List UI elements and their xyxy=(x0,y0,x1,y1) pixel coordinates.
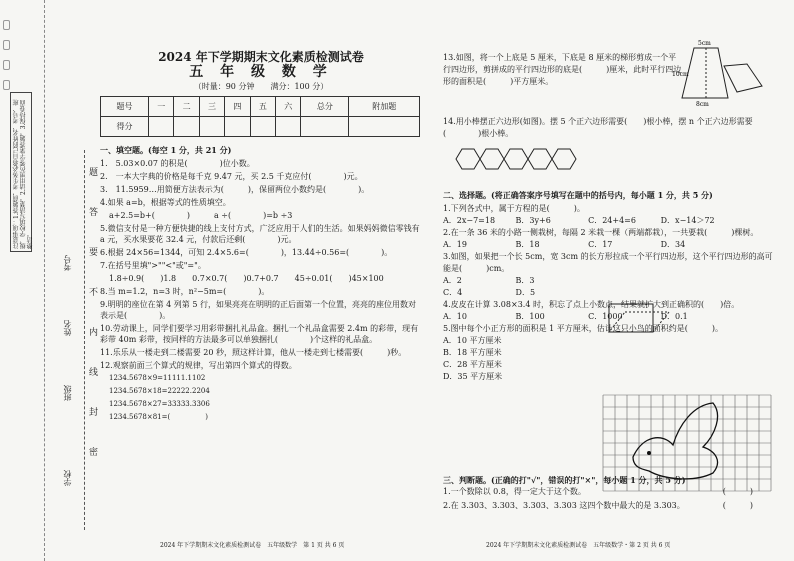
choice-1-option[interactable]: D．x−14＞72 xyxy=(660,216,715,225)
label-name: 姓名 xyxy=(63,320,72,336)
choice-5-option[interactable]: C．28 平方厘米 xyxy=(443,360,502,369)
choice-4-option[interactable]: D．0.1 xyxy=(660,312,688,321)
question-10: 10.劳动课上，同学们要学习用彩带捆扎礼品盒。捆扎一个礼品盒需要 2.4m 的彩带，现有彩带 40m 彩带，按同样的方法最多可以单独捆扎( )个这样的礼品盒。 xyxy=(100,324,419,344)
punch-hole xyxy=(3,80,10,90)
question-5: 5.微信支付是一种方便快捷的线上支付方式，广泛应用于人们的生活。如果妈妈微信零钱有 a 元，买水果要花 32.4 元，付款后还剩( )元。 xyxy=(100,224,420,244)
question-1: 1. 5.03×0.07 的积是( )位小数。 xyxy=(100,159,255,168)
seal-word: 要 xyxy=(89,248,99,258)
pattern-line: 1234.5678×27=33333.3306 xyxy=(109,400,210,408)
section-fill-blank: 一、填空题。(每空 1 分，共 21 分) xyxy=(100,145,232,155)
score-cell[interactable] xyxy=(199,117,224,137)
choice-4-option[interactable]: B．100 xyxy=(515,312,545,321)
choice-3-option[interactable]: C．4 xyxy=(443,288,463,297)
judge-1-bracket[interactable]: ( ) xyxy=(722,487,753,496)
section-judge: 三、判断题。(正确的打"√"，错误的打"×"，每小题 1 分，共 5 分) xyxy=(443,475,686,485)
choice-2-option[interactable]: B．18 xyxy=(515,240,540,249)
exam-meta: （时量：90 分钟 满分：100 分） xyxy=(193,82,329,91)
question-4: 4.如果 a=b，根据等式的性质填空。 xyxy=(100,198,231,207)
left-footer: 2024 年下学期期末文化素质检测试卷 五年级数学 第 1 页 共 6 页 xyxy=(160,542,345,549)
judge-1: 1.一个数除以 0.8，得一定大于这个数。 xyxy=(443,487,586,496)
choice-3-option[interactable]: A．2 xyxy=(443,276,462,285)
section-choice: 二、选择题。(将正确答案序号填写在题中的括号内，每小题 1 分，共 5 分) xyxy=(443,190,713,200)
seal-word: 题 xyxy=(89,168,99,178)
score-header: 总分 xyxy=(301,97,349,117)
choice-5-option[interactable]: A．10 平方厘米 xyxy=(443,336,502,345)
question-13-block xyxy=(443,52,683,88)
choice-section xyxy=(443,185,773,383)
score-row-label: 得分 xyxy=(101,117,149,137)
label-school: 学校 xyxy=(63,470,72,486)
question-7-items: 1.8÷0.9( )1.8 0.7×0.7( )0.7+0.7 45÷0.01( )45×100 xyxy=(109,274,384,283)
choice-2: 2.在一条 36 米的小路一侧栽树，每隔 2 米栽一棵（两端都栽），一共要栽( )棵树。 xyxy=(443,228,759,237)
question-7: 7.在括号里填">""<"或"="。 xyxy=(100,261,206,270)
seal-word: 答 xyxy=(89,208,99,218)
question-2: 2. 一本大字典的价格是每千克 9.47 元，买 2.5 千克应付( )元。 xyxy=(100,172,363,181)
label-side: 10cm xyxy=(672,71,689,78)
choice-1-option[interactable]: C．24+4=6 xyxy=(588,216,636,225)
choice-2-option[interactable]: D．34 xyxy=(660,240,686,249)
trapezoid-figure xyxy=(672,36,782,108)
score-header: 四 xyxy=(225,97,250,117)
choice-2-option[interactable]: A．19 xyxy=(443,240,467,249)
choice-5-option[interactable]: D．35 平方厘米 xyxy=(443,372,503,381)
seal-word: 线 xyxy=(89,368,99,378)
score-cell[interactable] xyxy=(301,117,349,137)
label-top: 5cm xyxy=(698,40,711,47)
label-class: 班级 xyxy=(63,385,72,401)
score-header: 一 xyxy=(148,97,173,117)
seal-word: 封 xyxy=(89,408,99,418)
question-3: 3. 11.5959…用简便方法表示为( )，保留两位小数约是( )。 xyxy=(100,185,370,194)
punch-hole xyxy=(3,40,10,50)
score-header: 附加题 xyxy=(349,97,420,117)
score-table xyxy=(100,96,420,137)
score-header: 二 xyxy=(174,97,199,117)
question-12: 12.观察前面三个算式的规律，写出第四个算式的得数。 xyxy=(100,361,297,370)
question-14: 14.用小棒摆正六边形(如图)。摆 5 个正六边形需要( )根小棒，摆 n 个正六边形需要( )根小棒。 xyxy=(443,117,753,138)
score-header: 五 xyxy=(250,97,275,117)
choice-4: 4.皮皮在计算 3.08×3.4 时，积忘了点上小数点，结果就扩大到正确积的( )倍。 xyxy=(443,300,740,309)
judge-2: 2.在 3.303、3.303、3.303、3.303 这四个数中最大的是 3.303。 xyxy=(443,501,685,510)
punch-hole xyxy=(3,20,10,30)
choice-5: 5.图中每个小正方形的面积是 1 平方厘米，估计这只小鸟的面积约是( )。 xyxy=(443,324,724,333)
choice-5-option[interactable]: B．18 平方厘米 xyxy=(443,348,502,357)
question-11: 11.乐乐从一楼走到二楼需要 20 秒，照这样计算，他从一楼走到七楼需要( )秒。 xyxy=(100,348,407,357)
choice-1: 1.下列各式中，属于方程的是( )。 xyxy=(443,204,585,213)
score-cell[interactable] xyxy=(148,117,173,137)
exam-subject: 五 年 级 数 学 xyxy=(189,64,333,80)
label-bottom: 8cm xyxy=(696,101,709,108)
choice-1-option[interactable]: B．3y+6 xyxy=(515,216,551,225)
question-8: 8.当 m=1.2，n=3 时，n²−5m=( )。 xyxy=(100,287,270,296)
choice-2-option[interactable]: C．17 xyxy=(588,240,613,249)
seal-word: 内 xyxy=(89,328,99,338)
choice-3-option[interactable]: B．3 xyxy=(515,276,535,285)
exam-title: 2024 年下学期期末文化素质检测试卷 xyxy=(158,50,364,64)
choice-3: 3.如图，如果把一个长 5cm，宽 3cm 的长方形拉成一个平行四边形，这个平行四边形的高可能是( )cm。 xyxy=(443,252,773,273)
choice-1-option[interactable]: A．2x−7=18 xyxy=(443,216,496,225)
pattern-line: 1234.5678×18=22222.2204 xyxy=(109,387,210,395)
seal-line xyxy=(84,150,85,530)
judge-2-bracket[interactable]: ( ) xyxy=(722,501,753,510)
score-cell[interactable] xyxy=(225,117,250,137)
score-header: 六 xyxy=(276,97,301,117)
question-4-equations: a+2.5=b+( ) a ÷( )=b ÷3 xyxy=(109,211,293,220)
hexagon-chain-figure xyxy=(452,145,582,173)
choice-4-option[interactable]: A．10 xyxy=(443,312,467,321)
question-6: 6.根据 24×56=1344，可知 2.4×5.6=( )，13.44÷0.56=( )。 xyxy=(100,248,393,257)
score-cell[interactable] xyxy=(174,117,199,137)
label-exam-number: 考号 xyxy=(63,255,72,271)
pattern-line: 1234.5678×81=( ) xyxy=(109,413,208,421)
score-header: 题号 xyxy=(101,97,149,117)
seal-word: 不 xyxy=(89,288,99,298)
punch-hole xyxy=(3,60,10,70)
score-cell[interactable] xyxy=(250,117,275,137)
seal-word: 密 xyxy=(89,448,99,458)
notice-box: 注意事项：1.答题前，考生务必将自己的姓名、考号、班级、学校填写清楚。2.请用黑色签字笔答题。3.保持卷面整洁。 xyxy=(10,92,32,252)
parallelogram-figure xyxy=(605,300,685,340)
pattern-line: 1234.5678×9=11111.1102 xyxy=(109,374,206,382)
judge-section xyxy=(443,474,773,514)
right-footer: 2024 年下学期期末文化素质检测试卷 五年级数学・第 2 页 共 6 页 xyxy=(486,542,671,549)
left-page xyxy=(100,52,422,425)
score-cell[interactable] xyxy=(349,117,420,137)
question-9: 9.明明的座位在第 4 列第 5 行，如果亮亮在明明的正后面第一个位置，亮亮的座位用数对表示是( )。 xyxy=(100,300,416,320)
score-cell[interactable] xyxy=(276,117,301,137)
choice-4-option[interactable]: C．1000 xyxy=(588,312,623,321)
question-14-block xyxy=(443,116,773,140)
choice-3-option[interactable]: D．5 xyxy=(515,288,536,297)
score-header: 三 xyxy=(199,97,224,117)
question-13: 13.如图，将一个上底是 5 厘米，下底是 8 厘米的梯形剪成一个平行四边形，剪拼成的平行四边形的底是( )厘米，此时平行四边形的面积是( )平方厘米。 xyxy=(443,53,682,86)
